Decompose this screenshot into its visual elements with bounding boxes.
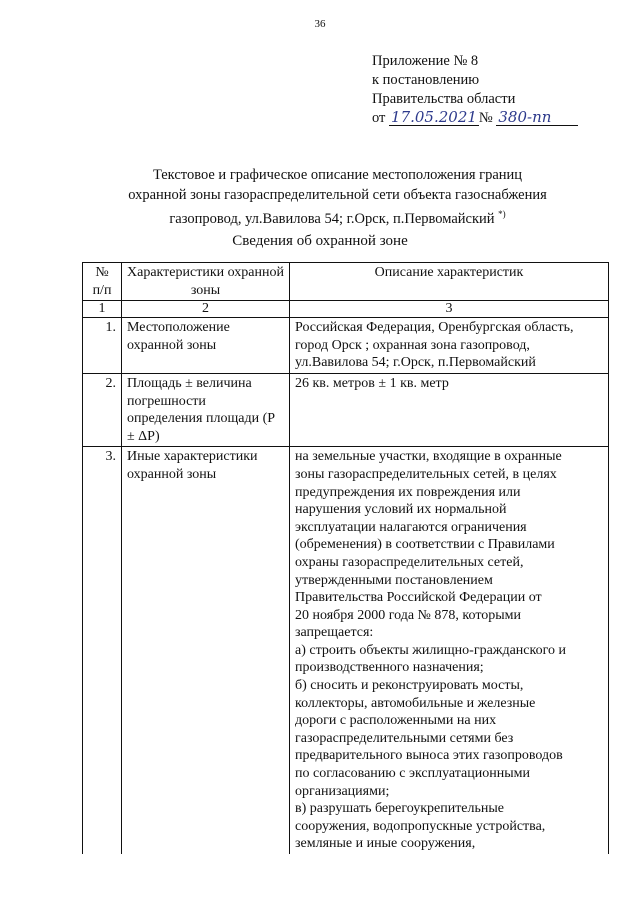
- footnote-mark: *): [498, 209, 506, 219]
- description-line: запрещается:: [295, 625, 374, 641]
- date-prefix: от: [372, 110, 386, 126]
- appendix-line-3: Правительства области: [372, 91, 516, 107]
- description-line: нарушения условий их нормальной: [295, 502, 507, 518]
- header-characteristic: Характеристики охранной зоны: [122, 263, 290, 301]
- table-row: [83, 318, 609, 374]
- header-description: Описание характеристик: [290, 263, 609, 301]
- column-number: 3: [290, 301, 609, 318]
- description-line: Правительства Российской Федерации от: [295, 590, 542, 606]
- description-line: ул.Вавилова 54; г.Орск, п.Первомайский: [295, 355, 536, 371]
- description-line: земляные и иные сооружения,: [295, 836, 476, 852]
- description-line: б) сносить и реконструировать мосты,: [295, 678, 524, 694]
- header-num: № п/п: [83, 263, 122, 301]
- title-line-2: охранной зоны газораспределительной сети объекта газоснабжения: [128, 186, 547, 203]
- appendix-date-line: [372, 109, 578, 128]
- title-line-3: [80, 205, 595, 229]
- document-title: [80, 166, 595, 229]
- description-line: по согласованию с эксплуатационными: [295, 766, 530, 782]
- description-line: 26 кв. метров ± 1 кв. метр: [295, 375, 449, 391]
- description-line: предупреждения их повреждения или: [295, 484, 521, 500]
- row-description: [290, 373, 609, 446]
- column-number: 2: [122, 301, 290, 318]
- number-prefix: №: [478, 110, 493, 126]
- description-line: сооружения, водопропускные устройства,: [295, 818, 546, 834]
- title-line-3-text: газопровод, ул.Вавилова 54; г.Орск, п.Первомайский: [169, 210, 495, 227]
- row-number: 3.: [83, 447, 122, 854]
- description-line: а) строить объекты жилищно-гражданского и: [295, 642, 566, 658]
- title-line-1: Текстовое и графическое описание местоположения границ: [152, 167, 523, 183]
- description-line: Российская Федерация, Оренбургская область,: [295, 320, 574, 336]
- appendix-line-2: к постановлению: [372, 72, 480, 88]
- page-number: 36: [314, 18, 326, 30]
- description-line: зоны газораспределительных сетей, в целях: [295, 466, 557, 482]
- handwritten-date: 17.05.2021: [391, 108, 477, 126]
- description-line: дороги с расположенными на них: [295, 713, 497, 729]
- description-line: производственного назначения;: [295, 660, 484, 676]
- column-number: 1: [83, 301, 122, 318]
- section-subtitle: Сведения об охранной зоне: [232, 233, 408, 249]
- column-number-row: [83, 301, 609, 318]
- description-line: газораспределительными сетями без: [295, 730, 514, 746]
- appendix-line-1: Приложение № 8: [372, 53, 479, 69]
- row-description: [290, 318, 609, 374]
- row-characteristic: Площадь ± величина погрешности определения площади (Р ± ΔР): [122, 373, 290, 446]
- table-row: [83, 373, 609, 446]
- zone-info-table: [82, 262, 609, 854]
- handwritten-number: 380-пп: [496, 110, 578, 126]
- appendix-header: [372, 52, 578, 128]
- table-row: [83, 447, 609, 854]
- table-header-row: [83, 263, 609, 301]
- description-line: в) разрушать берегоукрепительные: [295, 801, 505, 817]
- description-line: охраны газораспределительных сетей,: [295, 554, 524, 570]
- description-line: организациями;: [295, 783, 390, 799]
- description-line: утвержденными постановлением: [295, 572, 493, 588]
- description-line: предварительного выноса этих газопроводов: [295, 748, 563, 764]
- description-line: 20 ноября 2000 года № 878, которыми: [295, 607, 522, 623]
- row-characteristic: Местоположение охранной зоны: [122, 318, 290, 374]
- row-number: 2.: [83, 373, 122, 446]
- description-line: город Орск ; охранная зона газопровод,: [295, 337, 530, 353]
- description-line: эксплуатации налагаются ограничения: [295, 519, 527, 535]
- description-line: (обременения) в соответствии с Правилами: [295, 537, 555, 553]
- description-line: коллекторы, автомобильные и железные: [295, 695, 536, 711]
- description-line: на земельные участки, входящие в охранные: [295, 449, 562, 465]
- row-number: 1.: [83, 318, 122, 374]
- row-description: [290, 447, 609, 854]
- row-characteristic: Иные характеристики охранной зоны: [122, 447, 290, 854]
